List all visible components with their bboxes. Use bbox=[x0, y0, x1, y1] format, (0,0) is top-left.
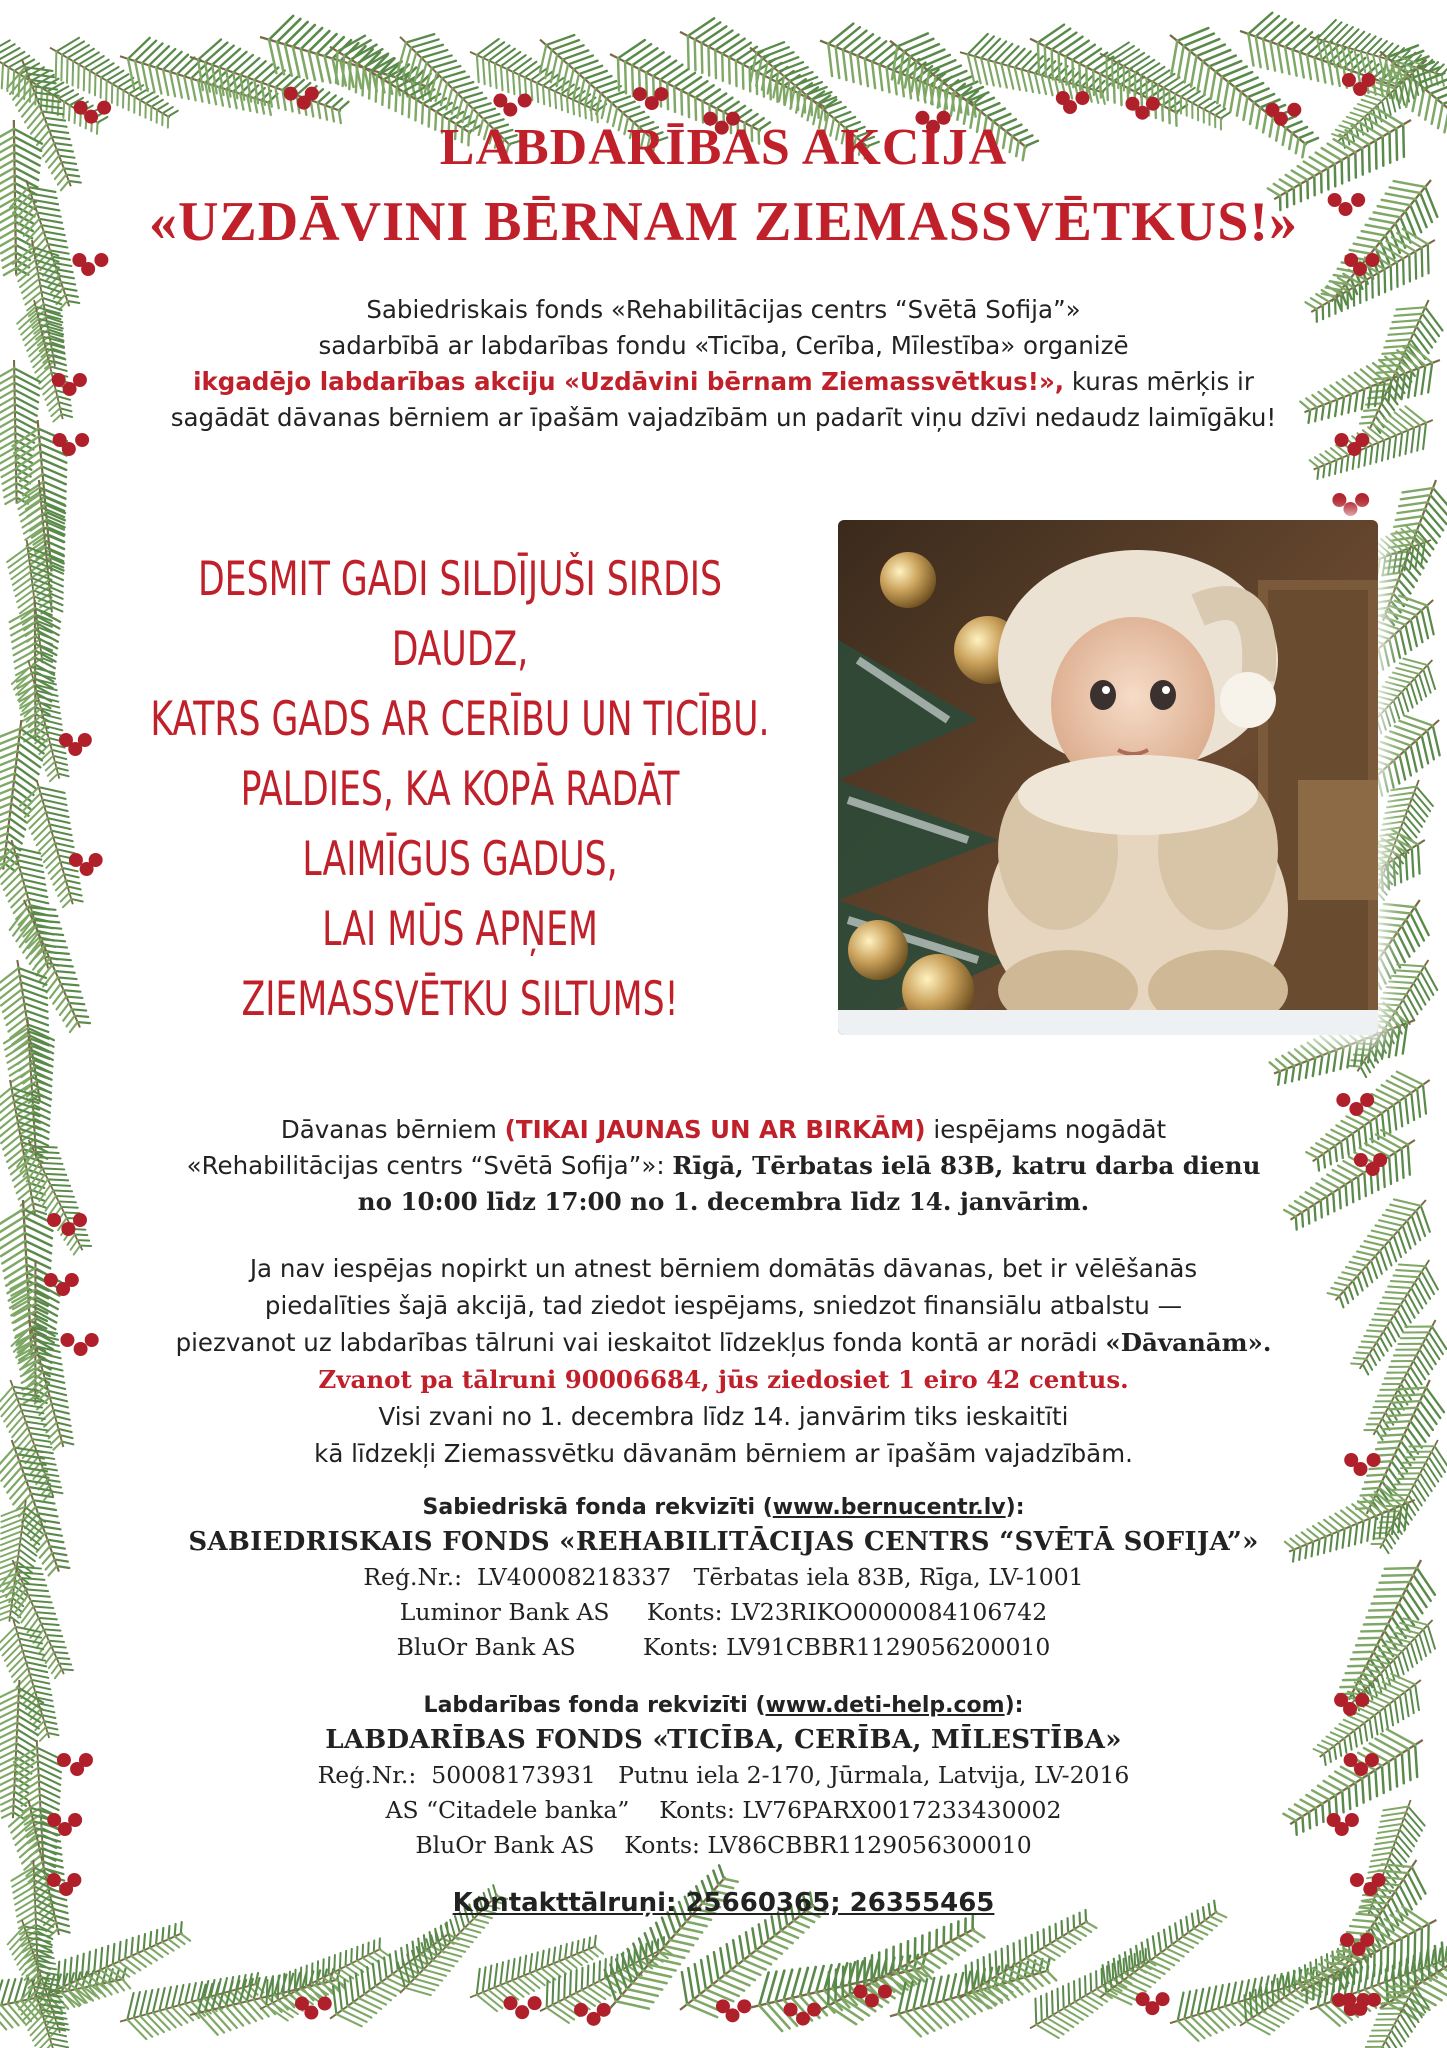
donation-line: piedalīties šajā akcijā, tad ziedot iespējams, sniedzot finansiālu atbalstu — bbox=[264, 1291, 1183, 1320]
intro-paragraph bbox=[0, 292, 1447, 436]
berry-icon bbox=[503, 103, 517, 117]
berry-icon bbox=[654, 87, 668, 101]
intro-text: kuras mērķis ir bbox=[1064, 367, 1254, 396]
baby-photo bbox=[838, 520, 1378, 1035]
donation-line bbox=[0, 1324, 1447, 1361]
berry-icon bbox=[796, 2012, 810, 2026]
donation-line: Visi zvani no 1. decembra līdz 14. janvārim tiks ieskaitīti bbox=[378, 1402, 1069, 1431]
berry-icon bbox=[89, 853, 103, 867]
details-heading-end: ): bbox=[1005, 1495, 1025, 1520]
berry-icon bbox=[1350, 1873, 1364, 1887]
details-heading-end: ): bbox=[1004, 1693, 1024, 1718]
berry-icon bbox=[807, 2003, 821, 2017]
berry-icon bbox=[47, 1873, 61, 1887]
foundation-details-1 bbox=[0, 1490, 1447, 1665]
berry-icon bbox=[784, 2003, 798, 2017]
drop-off-hours: no 10:00 līdz 17:00 no 1. decembra līdz 14. janvārim. bbox=[357, 1187, 1090, 1216]
berry-icon bbox=[1063, 100, 1077, 114]
berry-icon bbox=[305, 87, 319, 101]
poem-line: ZIEMASSVĒTKU SILTUMS! bbox=[241, 972, 679, 1027]
foundation-details-2 bbox=[0, 1688, 1447, 1863]
berry-icon bbox=[1156, 1992, 1170, 2006]
berry-icon bbox=[1336, 1093, 1350, 1107]
berry-icon bbox=[1146, 97, 1160, 111]
berry-icon bbox=[518, 94, 532, 108]
berry-icon bbox=[1287, 103, 1301, 117]
berry-icon bbox=[574, 2003, 588, 2017]
poem-line: LAI MŪS APŅEM bbox=[322, 902, 598, 957]
details-heading bbox=[0, 1688, 1447, 1723]
intro-line: Sabiedriskais fonds «Rehabilitācijas centrs “Svētā Sofija”» bbox=[366, 295, 1081, 324]
drop-off-text: Dāvanas bērniem bbox=[280, 1115, 505, 1144]
berry-icon bbox=[78, 733, 92, 747]
berry-icon bbox=[1372, 1873, 1386, 1887]
intro-line: sadarbībā ar labdarības fondu «Ticība, Cerība, Mīlestība» organizē bbox=[318, 331, 1129, 360]
berry-icon bbox=[597, 2003, 611, 2017]
berry-icon bbox=[515, 2005, 529, 2019]
baby-in-winter-hat-icon bbox=[838, 520, 1378, 1035]
details-heading-text: Sabiedriskā fonda rekvizīti ( bbox=[422, 1495, 773, 1520]
poem-line: LAIMĪGUS GADUS, bbox=[302, 832, 618, 887]
pine-branch-icon bbox=[1, 890, 103, 1038]
drop-off-text: «Rehabilitācijas centrs “Svētā Sofija”»: bbox=[186, 1151, 673, 1180]
title-line-1: LABDARĪBAS AKCIJA bbox=[439, 119, 1008, 176]
berry-icon bbox=[1342, 73, 1356, 87]
donation-note: «Dāvanām». bbox=[1105, 1328, 1272, 1357]
berry-icon bbox=[67, 1873, 81, 1887]
details-heading-text: Labdarības fonda rekvizīti ( bbox=[423, 1693, 766, 1718]
drop-off-highlight: (TIKAI JAUNAS UN AR BIRKĀM) bbox=[504, 1115, 926, 1144]
registration-row: Reģ.Nr.: LV40008218337 Tērbatas iela 83B, Rīga, LV-1001 bbox=[363, 1563, 1084, 1591]
drop-off-info bbox=[0, 1112, 1447, 1220]
registration-row: Reģ.Nr.: 50008173931 Putnu iela 2-170, Jūrmala, Latvija, LV-2016 bbox=[317, 1761, 1130, 1789]
berry-icon bbox=[878, 1985, 892, 1999]
website-link[interactable]: www.bernucentr.lv bbox=[772, 1495, 1006, 1520]
bank-row: BluOr Bank AS Konts: LV91CBBR1129056200010 bbox=[396, 1633, 1051, 1661]
drop-off-line bbox=[0, 1184, 1447, 1220]
foundation-name: SABIEDRISKAIS FONDS «REHABILITĀCIJAS CENTRS “SVĒTĀ SOFIJA”» bbox=[188, 1527, 1259, 1557]
berry-icon bbox=[853, 1985, 867, 1999]
berry-icon bbox=[1355, 493, 1369, 507]
donation-info bbox=[0, 1250, 1447, 1472]
drop-off-text: iespējams nogādāt bbox=[925, 1115, 1167, 1144]
berry-icon bbox=[528, 1996, 542, 2010]
berry-icon bbox=[1361, 73, 1375, 87]
foundation-name: LABDARĪBAS FONDS «TICĪBA, CERĪBA, MĪLESTĪBA» bbox=[325, 1725, 1122, 1755]
bank-row: AS “Citadele banka” Konts: LV76PARX0017233430002 bbox=[385, 1796, 1062, 1824]
drop-off-line bbox=[0, 1148, 1447, 1184]
berry-icon bbox=[865, 1994, 879, 2008]
berry-icon bbox=[1075, 91, 1089, 105]
berry-icon bbox=[726, 2008, 740, 2022]
poem-line: PALDIES, KA KOPĀ RADĀT bbox=[240, 762, 680, 817]
berry-icon bbox=[62, 442, 76, 456]
berry-icon bbox=[737, 1999, 751, 2013]
berry-icon bbox=[304, 2006, 318, 2020]
berry-icon bbox=[284, 87, 298, 101]
poem-line: DESMIT GADI SILDĪJUŠI SIRDIS DAUDZ, bbox=[197, 552, 723, 677]
drop-off-line bbox=[0, 1112, 1447, 1148]
berry-icon bbox=[1340, 1933, 1354, 1947]
intro-highlight: ikgadējo labdarības akciju «Uzdāvini bērnam Ziemassvētkus!», bbox=[193, 367, 1065, 396]
donation-phone-line: Zvanot pa tālruni 90006684, jūs ziedosiet 1 eiro 42 centus. bbox=[318, 1365, 1129, 1394]
poem bbox=[148, 545, 771, 1035]
berry-icon bbox=[97, 101, 111, 115]
berry-icon bbox=[1332, 1993, 1346, 2007]
berry-icon bbox=[94, 253, 108, 267]
berry-icon bbox=[69, 853, 83, 867]
pine-branch-icon bbox=[1312, 1845, 1438, 1996]
pine-branch-icon bbox=[1231, 5, 1411, 115]
contact-phones: Kontakttālruņi: 25660365; 26355465 bbox=[452, 1888, 995, 1918]
berry-icon bbox=[1344, 2002, 1358, 2016]
bank-row: BluOr Bank AS Konts: LV86CBBR1129056300010 bbox=[415, 1831, 1032, 1859]
berry-icon bbox=[1332, 493, 1346, 507]
poem-line: KATRS GADS AR CERĪBU UN TICĪBU. bbox=[150, 692, 770, 747]
berry-icon bbox=[1356, 1993, 1370, 2007]
drop-off-address: Rīgā, Tērbatas ielā 83B, katru darba dienu bbox=[672, 1151, 1261, 1180]
donation-line: kā līdzekļi Ziemassvētku dāvanām bērniem ar īpašām vajadzībām. bbox=[314, 1439, 1133, 1468]
berry-icon bbox=[1360, 1093, 1374, 1107]
title-line-2: «UZDĀVINI BĒRNAM ZIEMASSVĒTKUS!» bbox=[148, 191, 1299, 253]
berry-icon bbox=[318, 1997, 332, 2011]
berry-icon bbox=[81, 262, 95, 276]
donation-text: piezvanot uz labdarības tālruni vai ieskaitot līdzekļus fonda kontā ar norādi bbox=[175, 1328, 1106, 1357]
berry-icon bbox=[1360, 1933, 1374, 1947]
details-heading bbox=[0, 1490, 1447, 1525]
website-link[interactable]: www.deti-help.com bbox=[765, 1693, 1005, 1718]
berry-icon bbox=[1353, 262, 1367, 276]
berry-icon bbox=[61, 1222, 75, 1236]
intro-line bbox=[0, 364, 1447, 400]
berry-icon bbox=[1343, 502, 1357, 516]
donation-line: Ja nav iespējas nopirkt un atnest bērniem domātās dāvanas, bet ir vēlēšanās bbox=[249, 1254, 1198, 1283]
bank-row: Luminor Bank AS Konts: LV23RIKO0000084106742 bbox=[399, 1598, 1048, 1626]
berry-icon bbox=[504, 1996, 518, 2010]
intro-line: sagādāt dāvanas bērniem ar īpašām vajadzībām un padarīt viņu dzīvi nedaudz laimīgāku! bbox=[170, 403, 1277, 432]
berry-icon bbox=[633, 87, 647, 101]
berry-icon bbox=[1365, 253, 1379, 267]
